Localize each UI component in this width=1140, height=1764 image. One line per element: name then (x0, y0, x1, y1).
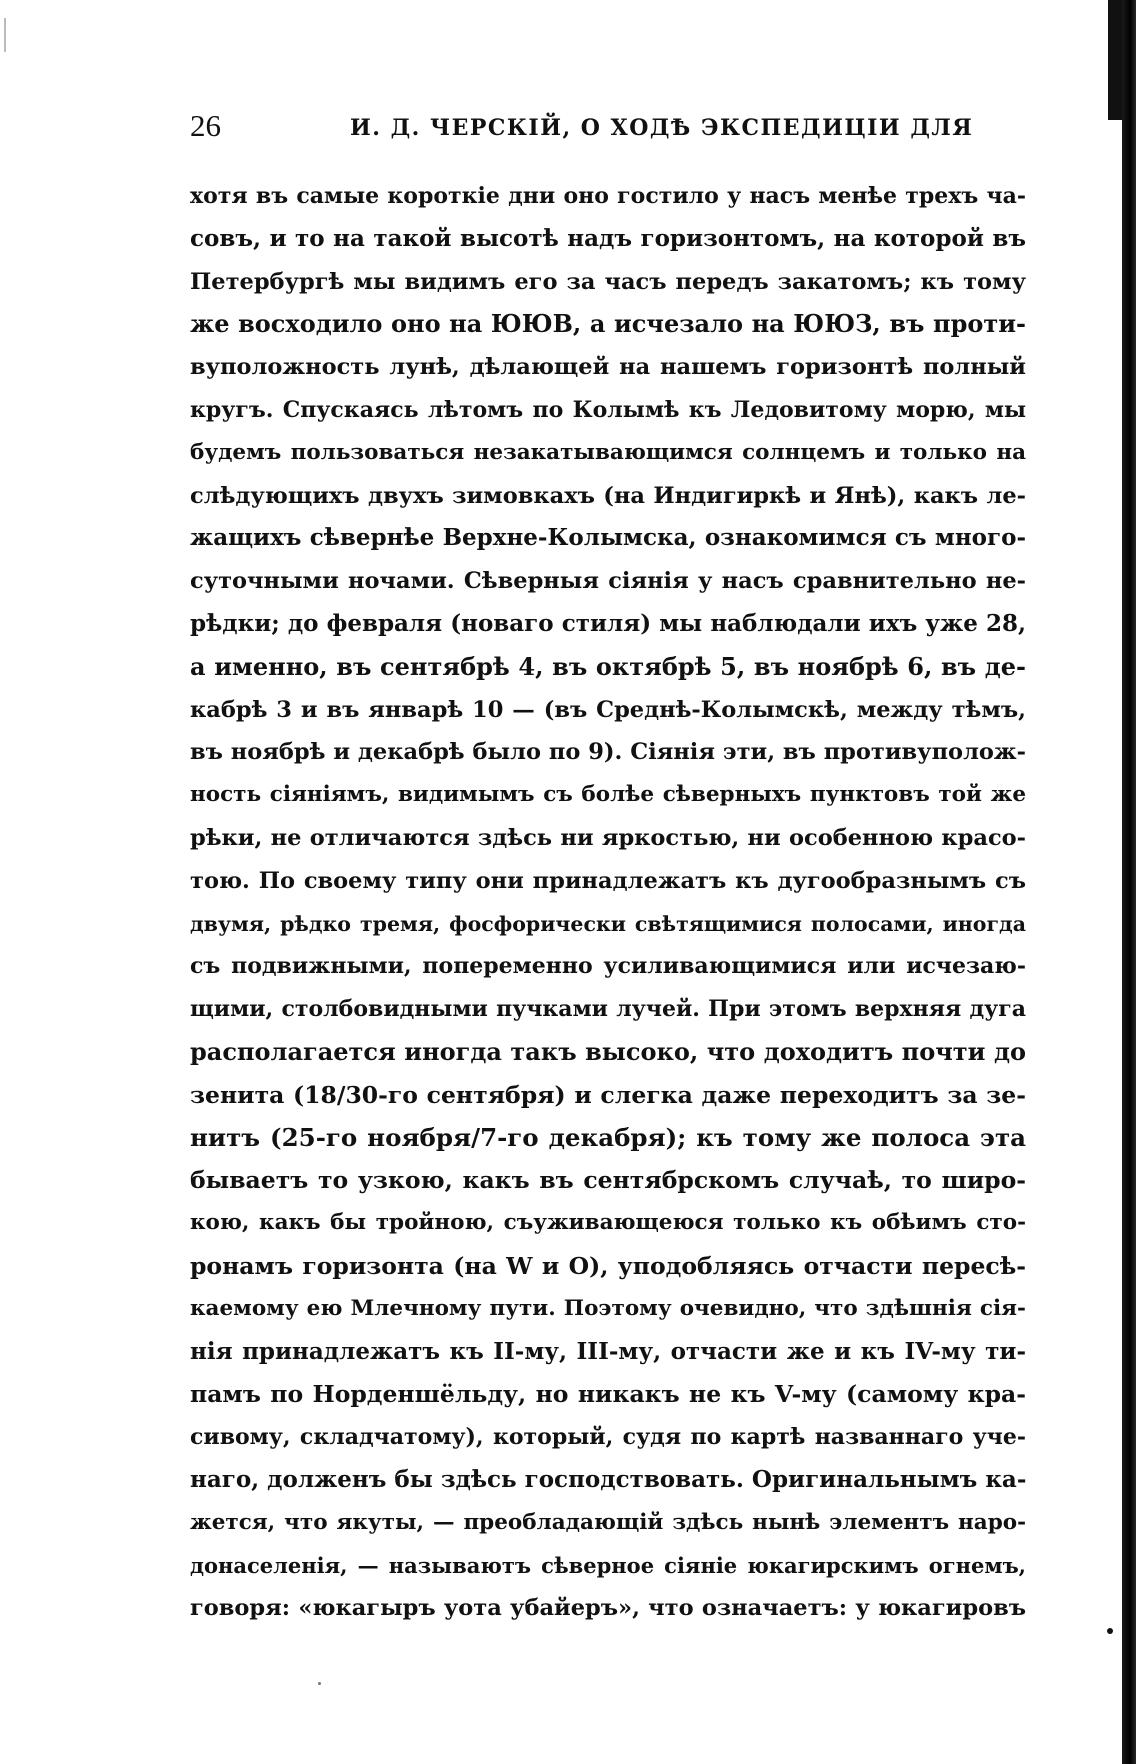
text-line: рѣки, не отличаются здѣсь ни яркостью, ни особенною красо- (190, 824, 1026, 851)
text-line: нитъ (25-го ноября/7-го декабря); къ тому же полоса эта (190, 1122, 1026, 1152)
text-line: съ подвижными, попеременно усиливающимися или исчезаю- (190, 953, 1026, 980)
text-line: ронамъ горизонта (на W и O), уподобляясь отчасти пересѣ- (190, 1251, 1026, 1280)
text-line: наго, долженъ бы здѣсь господствовать. Оригинальнымъ ка- (190, 1465, 1026, 1493)
page-number: 26 (190, 108, 221, 143)
text-line: щими, столбовидными пучками лучей. При этомъ верхняя дуга (190, 996, 1026, 1023)
scan-dot (1107, 1628, 1113, 1634)
text-line: каемому ею Млечному пути. Поэтому очевидно, что здѣшнія сія- (190, 1295, 1026, 1321)
page-header (190, 106, 1026, 146)
scan-speck (4, 18, 6, 52)
text-line: вуположность лунѣ, дѣлающей на нашемъ горизонтѣ полный (190, 354, 1026, 381)
text-line: кабрѣ 3 и въ январѣ 10 — (въ Среднѣ-Колымскѣ, между тѣмъ, (190, 696, 1026, 723)
text-line: ность сіяніямъ, видимымъ съ болѣе сѣверныхъ пунктовъ той же (190, 782, 1026, 808)
scan-dot (318, 1682, 321, 1685)
text-line: нія принадлежатъ къ II-му, III-му, отчасти же и къ IV-му ти- (190, 1337, 1026, 1365)
text-line: двумя, рѣдко тремя, фосфорически свѣтящимися полосами, иногда (190, 911, 1026, 936)
text-line: донаселенія, — называютъ сѣверное сіяніе юкагирскимъ огнемъ, (190, 1552, 1026, 1578)
page-edge (1122, 0, 1136, 1764)
text-line: говоря: «юкагыръ уота убайеръ», что означаетъ: у юкагировъ (190, 1595, 1026, 1622)
text-line: жется, что якуты, — преобладающій здѣсь нынѣ элементъ наро- (190, 1509, 1026, 1535)
text-line: располагается иногда такъ высоко, что доходитъ почти до (190, 1036, 1026, 1066)
text-line: же восходило оно на ЮЮВ, а исчезало на ЮЮЗ, въ проти- (190, 309, 1026, 339)
text-line: хотя въ самые короткіе дни оно гостило у насъ менѣе трехъ ча- (190, 183, 1026, 209)
text-line: въ ноябрѣ и декабрѣ было по 9). Сіянія эти, въ противуполож- (190, 739, 1026, 766)
text-line: а именно, въ сентябрѣ 4, въ октябрѣ 5, въ ноябрѣ 6, въ де- (190, 651, 1026, 681)
text-line: сивому, складчатому), который, судя по картѣ названнаго уче- (190, 1424, 1026, 1451)
text-line: суточными ночами. Сѣверныя сіянія у насъ сравнительно не- (190, 568, 1026, 595)
text-line: жащихъ сѣвернѣе Верхне-Колымска, ознакомимся съ много- (190, 524, 1026, 552)
text-line: слѣдующихъ двухъ зимовкахъ (на Индигиркѣ и Янѣ), какъ ле- (190, 482, 1026, 509)
text-line: будемъ пользоваться незакатывающимся солнцемъ и только на (190, 439, 1026, 465)
text-line: кою, какъ бы тройною, съуживающеюся только къ обѣимъ сто- (190, 1210, 1026, 1236)
text-line: зенита (18/30-го сентября) и слегка даже переходитъ за зе- (190, 1080, 1026, 1109)
text-line: кругъ. Спускаясь лѣтомъ по Колымѣ къ Ледовитому морю, мы (190, 396, 1026, 423)
text-line: совъ, и то на такой высотѣ надъ горизонтомъ, на которой въ (190, 224, 1026, 252)
text-line: рѣдки; до февраля (новаго стиля) мы наблюдали ихъ уже 28, (190, 609, 1026, 637)
text-line: тою. По своему типу они принадлежатъ къ дугообразнымъ съ (190, 867, 1026, 894)
text-line: бываетъ то узкою, какъ въ сентябрскомъ случаѣ, то широ- (190, 1166, 1026, 1195)
text-line: памъ по Норденшёльду, но никакъ не къ V-му (самому кра- (190, 1380, 1026, 1409)
running-head: И. Д. ЧЕРСКІЙ, О ХОДѢ ЭКСПЕДИЦІИ ДЛЯ (350, 115, 974, 141)
text-line: Петербургѣ мы видимъ его за часъ передъ закатомъ; къ тому (190, 268, 1026, 295)
body-text (190, 175, 1026, 1630)
